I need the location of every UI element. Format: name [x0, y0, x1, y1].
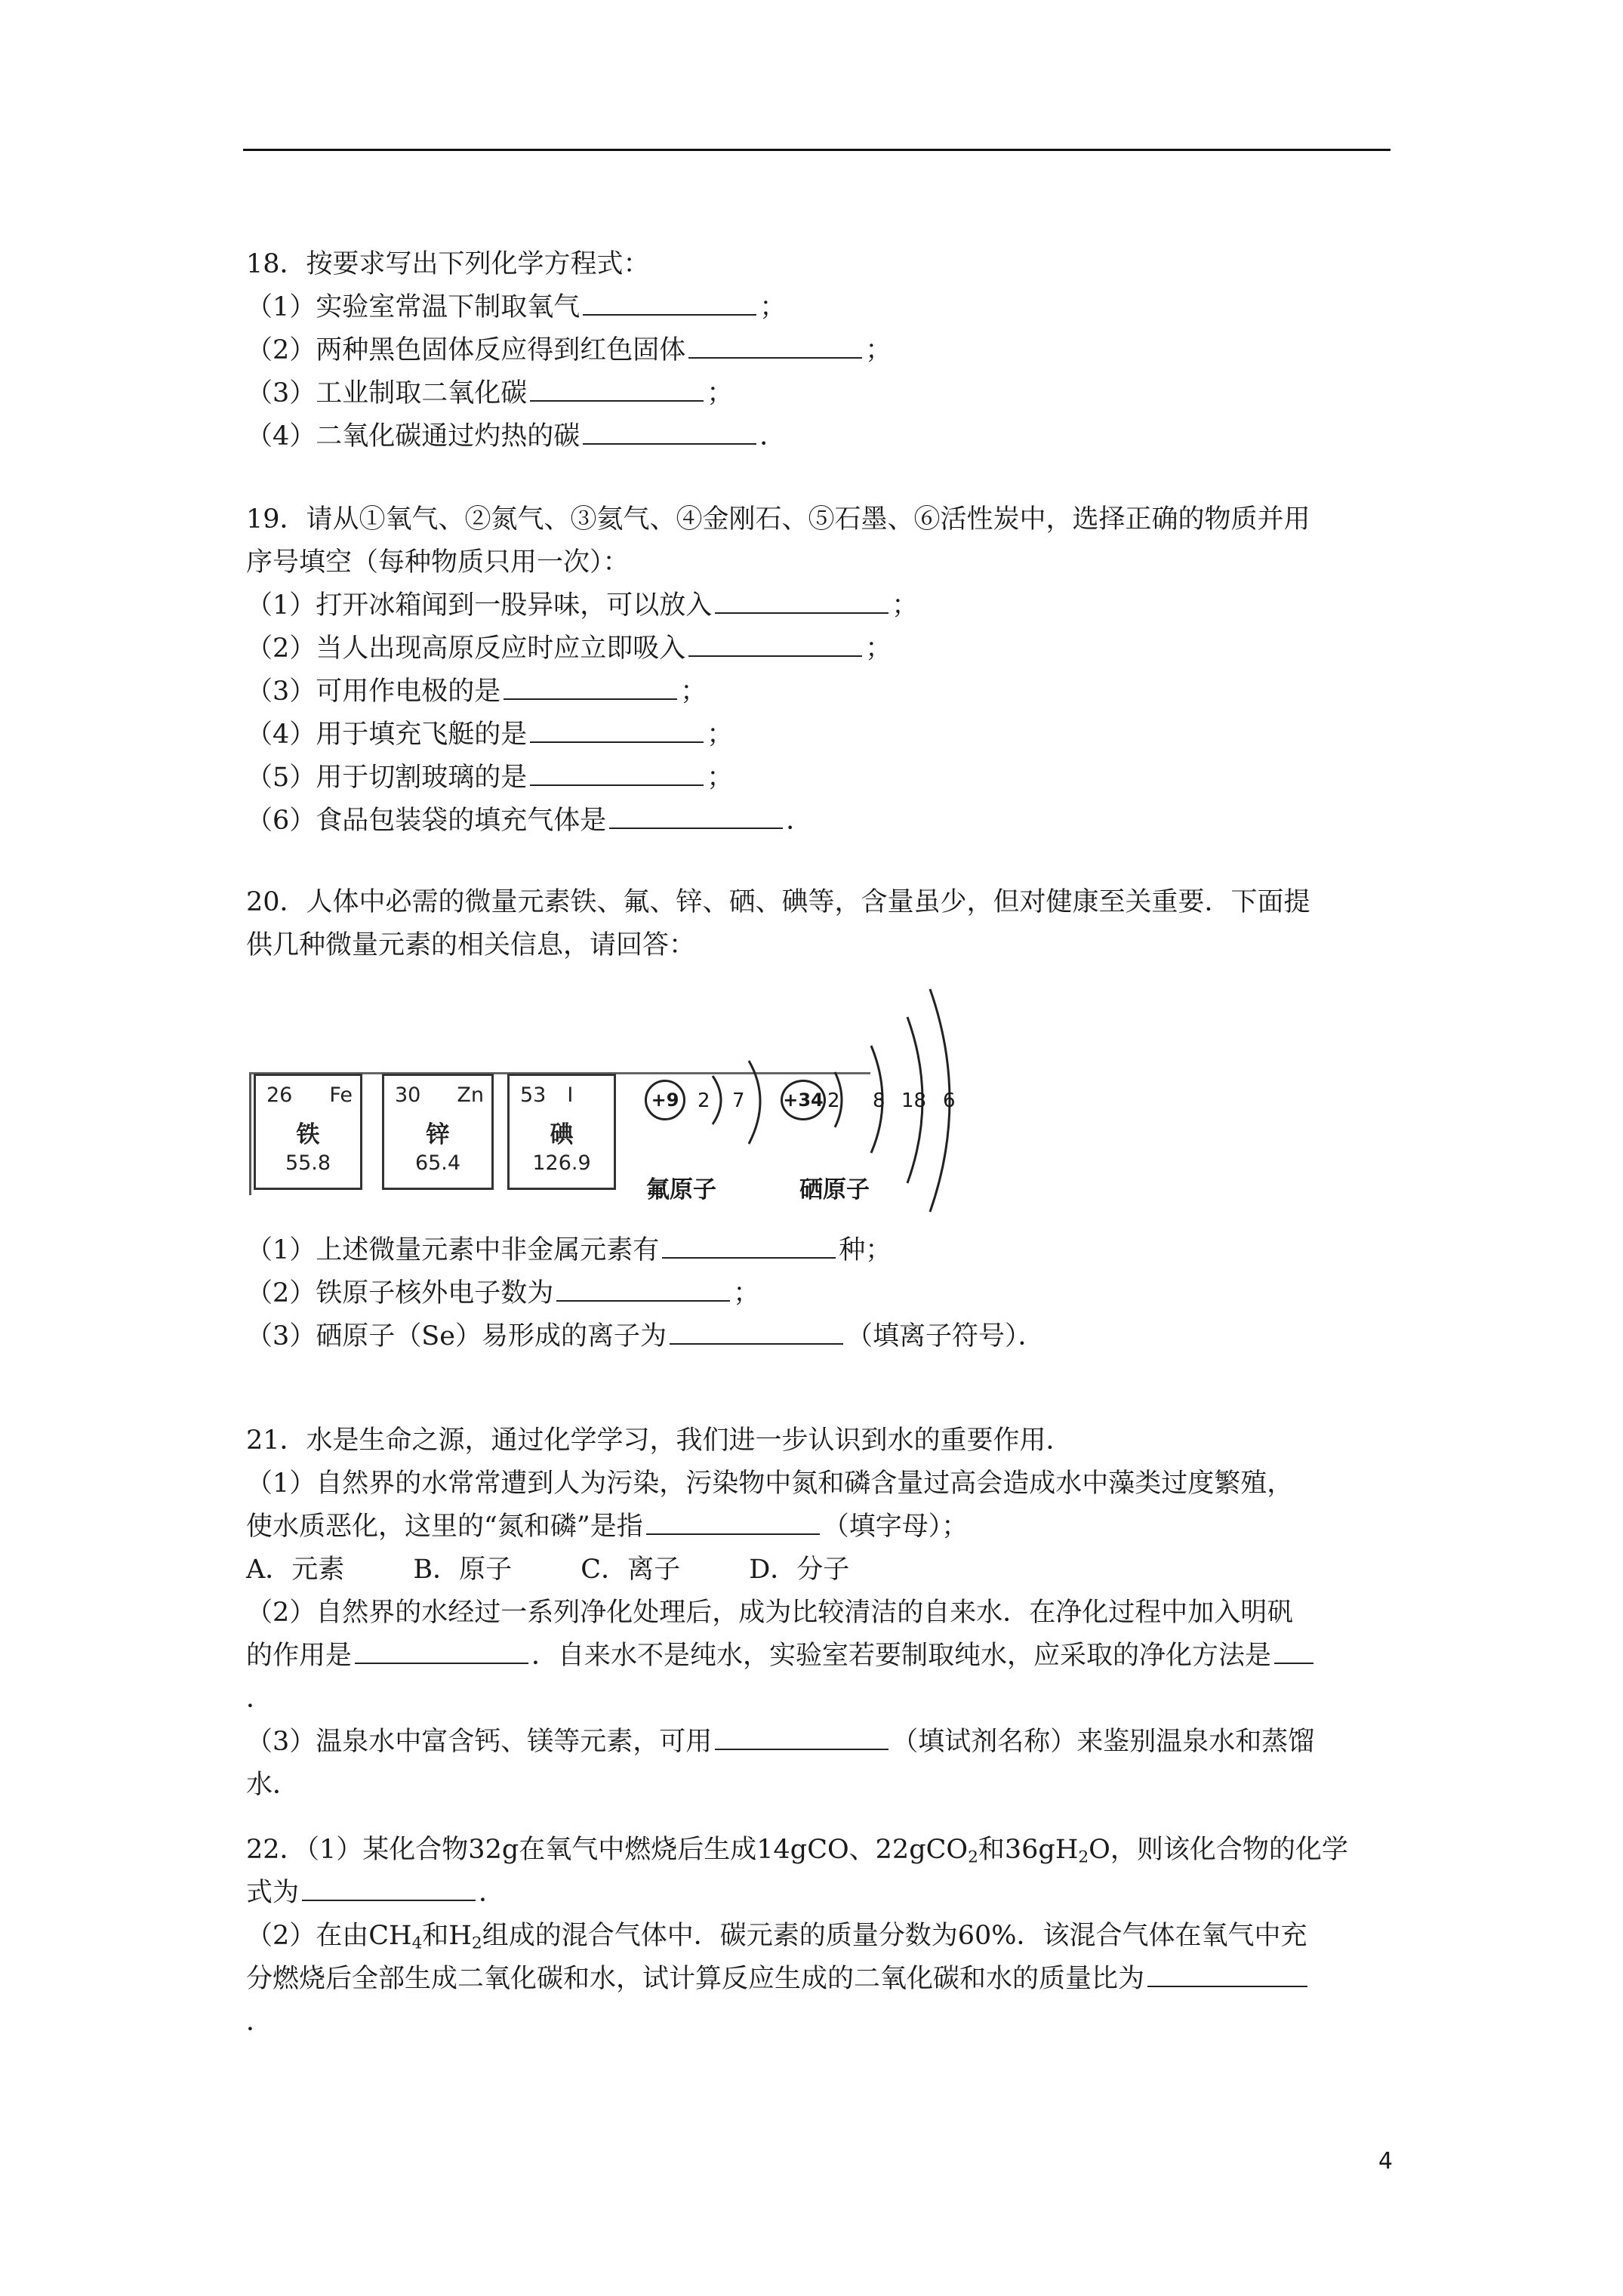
answer-blank[interactable] — [530, 375, 704, 402]
q21-part-1-line-1: （1）自然界的水常常遭到人为污染，污染物中氮和磷含量过高会造成水中藻类过度繁殖， — [246, 1469, 1294, 1499]
element-symbol: I — [567, 1083, 574, 1107]
answer-blank[interactable] — [688, 630, 862, 657]
question-22 — [246, 1829, 1395, 2044]
answer-blank[interactable] — [715, 1724, 888, 1750]
q20-title-line-1: 20．人体中必需的微量元素铁、氟、锌、硒、碘等，含量虽少，但对健康至关重要．下面提 — [246, 887, 1310, 917]
question-19 — [246, 498, 1395, 843]
q21-part-3-line-2: 水． — [246, 1770, 300, 1800]
q19-title-line-1: 19．请从①氧气、②氮气、③氦气、④金刚石、⑤石墨、⑥活性炭中，选择正确的物质并用 — [246, 504, 1310, 535]
fluorine-nucleus: +9 — [645, 1080, 685, 1120]
selenium-shell-4-count: 6 — [943, 1089, 956, 1112]
q20-item-3: （3）硒原子（Se）易形成的离子为 （填离子符号）． — [246, 1315, 1395, 1358]
answer-blank[interactable] — [1274, 1638, 1313, 1664]
q19-item-1: （1）打开冰箱闻到一股异味，可以放入 ； — [246, 584, 1395, 627]
q19-item-5: （5）用于切割玻璃的是 ； — [246, 757, 1395, 800]
question-18 — [246, 243, 1395, 458]
answer-blank[interactable] — [302, 1875, 476, 1901]
option-b[interactable]: B．原子 — [413, 1555, 513, 1585]
element-symbol: Fe — [329, 1083, 353, 1107]
question-20-items — [246, 1229, 1395, 1358]
q20-item-2: （2）铁原子核外电子数为 ； — [246, 1272, 1395, 1315]
answer-blank[interactable] — [355, 1638, 528, 1664]
answer-blank[interactable] — [662, 1232, 836, 1259]
fluorine-atom-label: 氟原子 — [646, 1176, 716, 1203]
q21-options — [246, 1549, 1395, 1592]
q19-item-2: （2）当人出现高原反应时应立即吸入 ； — [246, 627, 1395, 670]
element-symbol: Zn — [457, 1083, 484, 1107]
answer-blank[interactable] — [646, 1509, 820, 1535]
answer-blank[interactable] — [670, 1318, 843, 1345]
answer-blank[interactable] — [530, 717, 704, 743]
answer-blank[interactable] — [688, 332, 862, 359]
page-number: 4 — [1378, 2148, 1393, 2174]
answer-blank[interactable] — [556, 1275, 730, 1302]
q20-title-line-2: 供几种微量元素的相关信息，请回答： — [246, 930, 696, 960]
option-d[interactable]: D．分子 — [749, 1555, 850, 1585]
element-card-i — [507, 1074, 616, 1190]
q19-title-line-2: 序号填空（每种物质只用一次）： — [246, 547, 630, 578]
option-a[interactable]: A．元素 — [246, 1555, 345, 1585]
atomic-number: 30 — [395, 1083, 421, 1107]
element-card-fe — [254, 1074, 362, 1190]
q21-part-1-line-2: 使水质恶化，这里的“氮和磷”是指 （填字母）； — [246, 1505, 1395, 1549]
answer-blank[interactable] — [1147, 1961, 1307, 1987]
element-name: 铁 — [296, 1121, 320, 1148]
q22-part-1-line-1: 22．（1）某化合物32g在氧气中燃烧后生成14gCO、22gCO$_2$和$36gH_2O$，则该化合物的化学 — [246, 1835, 1348, 1867]
q19-item-4: （4）用于填充飞艇的是 ； — [246, 713, 1395, 757]
selenium-atom-label: 硒原子 — [799, 1176, 870, 1203]
atomic-mass: 65.4 — [414, 1151, 461, 1175]
fluorine-shell-2-count: 7 — [732, 1089, 745, 1112]
element-name: 锌 — [426, 1121, 450, 1148]
fluorine-shell-1-count: 2 — [698, 1089, 710, 1112]
question-21 — [246, 1419, 1395, 1807]
atomic-mass: 55.8 — [285, 1151, 331, 1175]
q21-part-2-line-3: ． — [246, 1684, 273, 1714]
answer-blank[interactable] — [583, 289, 756, 316]
q22-part-2-line-1: （2）在由$CH_4$和$H_2$组成的混合气体中．碳元素的质量分数为60%．该混合气体在氧气中充 — [246, 1921, 1307, 1953]
q21-part-2-line-2: 的作用是 ．自来水不是纯水，实验室若要制取纯水，应采取的净化方法是 — [246, 1635, 1395, 1678]
selenium-shell-2-count: 8 — [873, 1089, 885, 1112]
q22-part-2-line-2: 分燃烧后全部生成二氧化碳和水，试计算反应生成的二氧化碳和水的质量比为 — [246, 1958, 1395, 2001]
answer-blank[interactable] — [583, 418, 756, 445]
q21-part-2-line-1: （2）自然界的水经过一系列净化处理后，成为比较清洁的自来水．在净化过程中加入明矾 — [246, 1598, 1294, 1628]
answer-blank[interactable] — [530, 760, 704, 786]
header-rule — [243, 149, 1390, 151]
selenium-shell-3-count: 18 — [901, 1089, 927, 1112]
q21-title: 21．水是生命之源，通过化学学习，我们进一步认识到水的重要作用． — [246, 1425, 1073, 1456]
q18-item-4: （4）二氧化碳通过灼热的碳 ． — [246, 415, 1395, 458]
q22-part-2-line-3: ． — [246, 2007, 273, 2037]
selenium-shell-1-count: 2 — [827, 1089, 840, 1112]
atomic-number: 26 — [266, 1083, 293, 1107]
q18-item-2: （2）两种黑色固体反应得到红色固体 ； — [246, 329, 1395, 372]
element-card-zn — [382, 1074, 494, 1190]
element-name: 碘 — [550, 1121, 574, 1148]
q19-item-6: （6）食品包装袋的填充气体是 ． — [246, 800, 1395, 843]
answer-blank[interactable] — [504, 673, 677, 700]
question-20 — [246, 881, 1395, 967]
atomic-mass: 126.9 — [532, 1151, 591, 1175]
selenium-nucleus: +34 — [781, 1080, 826, 1120]
answer-blank[interactable] — [609, 803, 783, 829]
q20-item-1: （1）上述微量元素中非金属元素有 种； — [246, 1229, 1395, 1272]
q18-item-3: （3）工业制取二氧化碳 ； — [246, 372, 1395, 415]
q22-part-1-line-2: 式为 ． — [246, 1872, 1395, 1915]
q18-title: 18．按要求写出下列化学方程式： — [246, 249, 650, 279]
q19-item-3: （3）可用作电极的是 ； — [246, 670, 1395, 713]
element-info-figure — [245, 985, 962, 1234]
answer-blank[interactable] — [715, 587, 888, 614]
option-c[interactable]: C．离子 — [581, 1555, 681, 1585]
q21-part-3-line-1: （3）温泉水中富含钙、镁等元素，可用 （填试剂名称）来鉴别温泉水和蒸馏 — [246, 1721, 1395, 1764]
q18-item-1: （1）实验室常温下制取氧气 ； — [246, 286, 1395, 329]
atomic-number: 53 — [520, 1083, 547, 1107]
